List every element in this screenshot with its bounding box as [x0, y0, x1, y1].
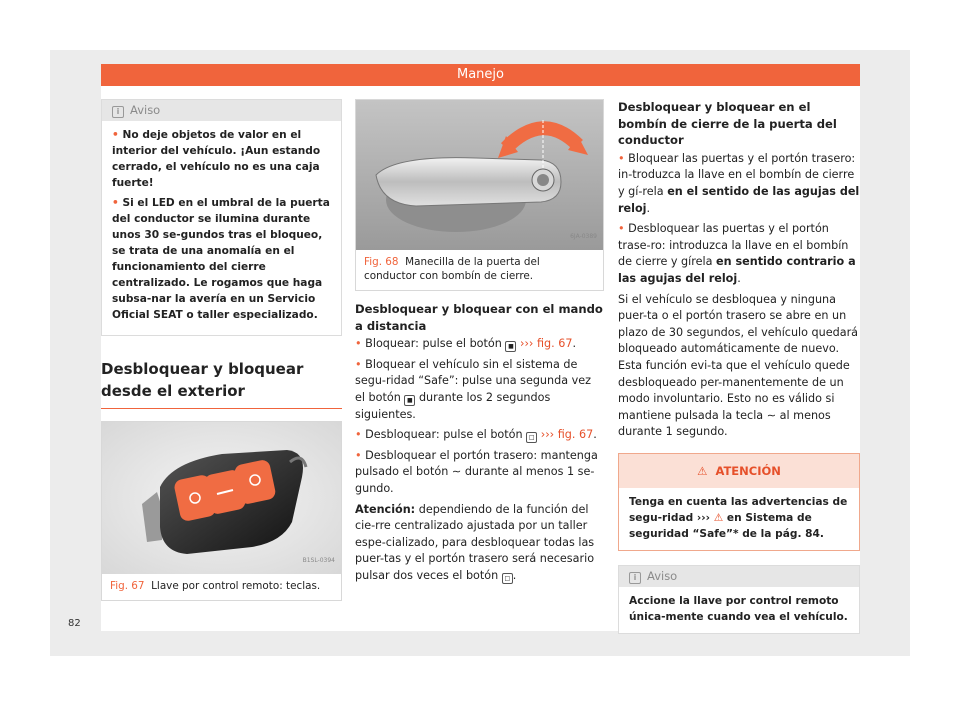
section-title: Desbloquear y bloquear desde el exterior	[101, 360, 304, 400]
trunk-icon: ∼	[451, 465, 462, 479]
lock-icon: ■	[505, 341, 516, 352]
door-handle-image	[356, 100, 603, 250]
door-handle-illustration	[356, 100, 603, 250]
unlock-icon: □	[526, 432, 537, 443]
list-item: • Bloquear: pulse el botón ■ ››› fig. 67.	[355, 337, 577, 351]
atencion-text: Tenga en cuenta las advertencias de segu-ridad	[629, 495, 848, 524]
figure-label: Fig. 68	[364, 256, 399, 268]
atencion-paragraph: Atención: dependiendo de la función del cie-rre centralizado ajustada por un taller espe-cializado, para desbloquear todas las puer-tas y el portón trasero será necesario pulsar dos veces el botón □ .	[355, 502, 595, 582]
column-2	[355, 99, 604, 589]
trunk-icon: ∼	[766, 408, 777, 422]
key-fob-image	[102, 422, 341, 574]
list-item-bold: en sentido contrario a las agujas del reloj	[618, 255, 856, 285]
atencion-body	[619, 488, 859, 550]
list-item-text: Bloquear las puertas y el portón trasero: in-troduzca la llave en el bombín de cierre y gí-rela	[618, 151, 856, 198]
column-1	[101, 99, 342, 601]
atencion-text: dependiendo de la función del cie-rre centralizado ajustada por un taller espe-cializado, para desbloquear todas las puer-tas y el portón trasero será necesario pulsar dos veces el botón	[355, 502, 595, 582]
figure-67	[101, 421, 342, 601]
aviso-box	[101, 99, 342, 336]
list-item-text: Desbloquear: pulse el botón	[365, 428, 523, 442]
list-item-tail: durante los 2 segundos siguientes.	[355, 390, 551, 421]
figure-id: 6JA-0389	[570, 233, 597, 241]
warning-icon: ⚠	[697, 463, 708, 478]
aviso-header	[619, 566, 859, 587]
list-item-bold: en el sentido de las agujas del reloj	[618, 184, 860, 215]
figure-68	[355, 99, 604, 291]
figure-caption	[356, 250, 603, 290]
aviso-box-2	[618, 565, 860, 634]
list-item-text: Desbloquear las puertas y el portón trase-ro: introduzca la llave en el bombín de cierre y gírela	[618, 222, 849, 269]
list-item-text: Bloquear el vehículo sin el sistema de segu-ridad “Safe”: pulse una segunda vez el botón	[355, 357, 592, 404]
list-item: • Desbloquear las puertas y el portón trase-ro: introduzca la llave en el bombín de cierre y gírela en sentido contrario a las agujas del reloj.	[618, 222, 856, 285]
aviso-body	[102, 121, 341, 335]
atencion-text-2: en Sistema de seguridad “Safe”* de la pág. 84.	[629, 511, 824, 540]
paragraph	[618, 292, 860, 441]
aviso-item-text: Si el LED en el umbral de la puerta del conductor se ilumina durante unos 30 se-gundos tras el bloqueo, se trata de una anomalía en el funcionamiento del cierre centralizado. Le rogamos que haga subsa-nar la avería en un Servicio Oficial SEAT o taller especializado.	[112, 197, 330, 321]
aviso-header	[102, 100, 341, 121]
figure-caption-text: Llave por control remoto: teclas.	[151, 580, 321, 592]
aviso-title: Aviso	[130, 103, 161, 117]
list-item: • Bloquear el vehículo sin el sistema de segu-ridad “Safe”: pulse una segunda vez el botón ■ durante los 2 segundos siguientes.	[355, 357, 592, 421]
info-icon: i	[629, 572, 641, 584]
list-item-text: Bloquear: pulse el botón	[365, 337, 502, 351]
figure-id: B1SL-0394	[302, 557, 335, 565]
list-item: • Desbloquear el portón trasero: mantenga pulsado el botón ∼ durante al menos 1 se-gundo.	[355, 448, 598, 495]
list-item-tail: durante al menos 1 se-gundo.	[355, 465, 595, 495]
list-item: • Bloquear las puertas y el portón trasero: in-troduzca la llave en el bombín de cierre y gí-rela en el sentido de las agujas del reloj.	[618, 151, 860, 215]
paragraph-tail: al menos durante 1 segundo.	[618, 408, 831, 439]
figure-link[interactable]: ››› fig. 67	[540, 428, 594, 442]
figure-link[interactable]: ››› fig. 67	[519, 337, 573, 351]
lock-icon: ■	[404, 395, 415, 406]
unlock-icon: □	[502, 573, 513, 584]
section-header: Manejo	[101, 64, 860, 86]
subsection-title: Desbloquear y bloquear con el mando a distancia	[355, 302, 603, 333]
aviso-body: Accione la llave por control remoto única-mente cuando vea el vehículo.	[629, 594, 848, 623]
figure-caption	[102, 574, 341, 600]
atencion-header	[619, 454, 859, 488]
figure-label: Fig. 67	[110, 580, 145, 592]
list-item-tail: .	[593, 428, 597, 442]
aviso-item: • Si el LED en el umbral de la puerta del conductor se ilumina durante unos 30 se-gundos tras el bloqueo, se trata de una anomalía en el funcionamiento del cierre centralizado. Le rogamos que haga subsa-nar la avería en un Servicio Oficial SEAT o taller especializado.	[112, 197, 330, 321]
page-number: 82	[68, 618, 81, 629]
aviso-title: Aviso	[647, 568, 678, 583]
reference-arrows[interactable]: ›››	[696, 511, 710, 524]
info-icon: i	[112, 106, 124, 118]
atencion-label: Atención:	[355, 502, 416, 516]
warning-icon: ⚠	[713, 511, 724, 524]
aviso-item: • No deje objetos de valor en el interior del vehículo. ¡Aun estando cerrado, el vehículo no es una caja fuerte!	[112, 129, 321, 189]
column-3	[618, 99, 860, 634]
atencion-title: ATENCIÓN	[715, 463, 781, 478]
atencion-box	[618, 453, 860, 551]
list-item-text: Desbloquear el portón trasero: mantenga pulsado el botón	[355, 448, 598, 479]
figure-caption-text: Manecilla de la puerta del conductor con bombín de cierre.	[364, 256, 540, 282]
list-item-tail: .	[572, 337, 577, 351]
key-fob-illustration	[102, 422, 341, 574]
aviso-item-text: No deje objetos de valor en el interior del vehículo. ¡Aun estando cerrado, el vehículo no es una caja fuerte!	[112, 129, 321, 189]
subsection-title: Desbloquear y bloquear en el bombín de cierre de la puerta del conductor	[618, 100, 837, 148]
paragraph-text: Si el vehículo se desbloquea y ninguna puer-ta o el portón trasero se abre en un plazo de 30 segundos, el vehículo quedará bloqueado automáticamente de nuevo. Esta función evi-ta que el vehículo quede desbloqueado per-manentemente de un modo involuntario. Esto no es válido si mantiene pulsada la tecla	[618, 292, 859, 422]
list-item: • Desbloquear: pulse el botón □ ››› fig. 67.	[355, 428, 597, 442]
